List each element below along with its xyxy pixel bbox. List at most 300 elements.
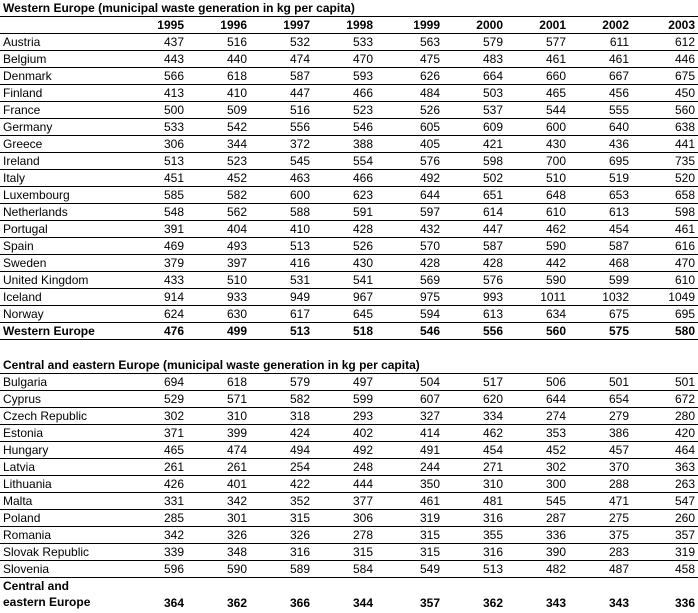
table-cell: 549 [419,562,440,576]
table-cell: 468 [608,256,629,270]
table-cell: 563 [419,35,440,49]
table-cell: 513 [163,154,184,168]
table-cell: 271 [482,460,503,474]
table-cell: 529 [163,392,184,406]
table-cell: 735 [674,154,695,168]
table-cell: 386 [608,426,629,440]
table-row [0,544,698,561]
table-cell: 491 [419,443,440,457]
table-cell: 492 [352,443,373,457]
country-name: Germany [3,120,53,134]
country-name: Latvia [3,460,36,474]
table-cell: 630 [226,307,247,321]
table-cell: 562 [226,205,247,219]
table-cell: 523 [226,154,247,168]
table-cell: 584 [352,562,373,576]
table-cell: 465 [163,443,184,457]
table-cell: 547 [674,494,695,508]
table-cell: 546 [352,120,373,134]
year-header-row [0,17,698,34]
table-cell: 675 [608,307,629,321]
year-header: 1997 [283,18,310,32]
table-cell: 519 [608,171,629,185]
table-cell: 363 [674,460,695,474]
total-label-line2: eastern Europe [3,595,91,609]
total-label: Western Europe [3,324,95,338]
table-cell: 315 [419,528,440,542]
table-cell: 440 [226,52,247,66]
table-cell: 454 [608,222,629,236]
table-cell: 577 [545,35,566,49]
table-cell: 331 [163,494,184,508]
country-name: Greece [3,137,43,151]
table-cell: 416 [289,256,310,270]
table-cell: 465 [545,86,566,100]
table-cell: 462 [482,426,503,440]
table-cell: 436 [608,137,629,151]
year-header: 1995 [157,18,184,32]
table-cell: 405 [419,137,440,151]
table-cell: 318 [289,409,310,423]
table-row [0,306,698,323]
table-cell: 675 [674,69,695,83]
table-cell: 342 [226,494,247,508]
table-cell: 1011 [540,290,566,304]
table-cell: 301 [226,511,247,525]
table-cell: 600 [545,120,566,134]
table-cell: 315 [289,511,310,525]
table-cell: 428 [352,222,373,236]
table-cell: 413 [163,86,184,100]
table-cell: 1032 [602,290,629,304]
table-cell: 502 [482,171,503,185]
table-cell: 638 [674,120,695,134]
table-row [0,493,698,510]
table-cell: 654 [608,392,629,406]
table-cell: 518 [352,324,373,338]
table-cell: 545 [289,154,310,168]
table-cell: 344 [226,137,247,151]
table-cell: 343 [545,596,566,610]
table-cell: 587 [289,69,310,83]
table-row [0,527,698,544]
table-cell: 463 [289,171,310,185]
table-cell: 493 [226,239,247,253]
table-cell: 397 [226,256,247,270]
table-cell: 695 [674,307,695,321]
table-cell: 517 [482,375,503,389]
table-cell: 555 [608,103,629,117]
table-cell: 370 [608,460,629,474]
table-cell: 350 [419,477,440,491]
table-cell: 410 [226,86,247,100]
table-cell: 695 [608,154,629,168]
table-cell: 510 [226,273,247,287]
table-cell: 614 [482,205,503,219]
table-cell: 461 [545,52,566,66]
country-name: Norway [3,307,44,321]
western-title: Western Europe (municipal waste generation in kg per capita) [3,1,355,15]
table-cell: 339 [163,545,184,559]
table-cell: 500 [163,103,184,117]
table-cell: 442 [545,256,566,270]
table-cell: 410 [289,222,310,236]
section-spacer [0,340,698,357]
country-name: Czech Republic [3,409,88,423]
table-cell: 484 [419,86,440,100]
table-cell: 424 [289,426,310,440]
country-name: Slovak Republic [3,545,90,559]
table-cell: 949 [289,290,310,304]
table-cell: 420 [674,426,695,440]
country-name: Slovenia [3,562,50,576]
table-cell: 287 [545,511,566,525]
country-name: Denmark [3,69,52,83]
table-cell: 461 [674,222,695,236]
table-cell: 569 [419,273,440,287]
table-cell: 462 [545,222,566,236]
table-cell: 580 [674,324,695,338]
table-cell: 618 [226,375,247,389]
year-header: 1996 [220,18,247,32]
table-cell: 506 [545,375,566,389]
table-cell: 388 [352,137,373,151]
table-cell: 609 [482,120,503,134]
table-cell: 587 [608,239,629,253]
table-cell: 288 [608,477,629,491]
table-cell: 610 [545,205,566,219]
central-title-row [0,357,698,374]
table-cell: 613 [482,307,503,321]
table-cell: 612 [674,35,695,49]
table-cell: 545 [545,494,566,508]
country-name: Spain [3,239,34,253]
country-name: Cyprus [3,392,42,406]
total-label [3,578,90,612]
table-cell: 399 [226,426,247,440]
table-row [0,102,698,119]
year-header: 1999 [413,18,440,32]
table-cell: 582 [289,392,310,406]
table-cell: 248 [352,460,373,474]
table-cell: 447 [482,222,503,236]
table-cell: 458 [674,562,695,576]
country-name: France [3,103,41,117]
table-cell: 566 [163,69,184,83]
table-cell: 1049 [668,290,695,304]
table-row [0,153,698,170]
table-cell: 474 [226,443,247,457]
table-cell: 571 [226,392,247,406]
table-cell: 261 [226,460,247,474]
table-cell: 526 [352,239,373,253]
table-cell: 377 [352,494,373,508]
table-cell: 426 [163,477,184,491]
table-cell: 598 [674,205,695,219]
table-row [0,561,698,578]
table-cell: 589 [289,562,310,576]
table-cell: 469 [163,239,184,253]
table-cell: 446 [674,52,695,66]
table-cell: 466 [352,171,373,185]
country-name: United Kingdom [3,273,89,287]
table-cell: 640 [608,120,629,134]
table-cell: 497 [352,375,373,389]
table-cell: 244 [419,460,440,474]
table-cell: 432 [419,222,440,236]
table-cell: 600 [289,188,310,202]
table-cell: 428 [482,256,503,270]
table-row [0,289,698,306]
table-cell: 645 [352,307,373,321]
table-cell: 576 [419,154,440,168]
table-cell: 648 [545,188,566,202]
table-cell: 516 [226,35,247,49]
table-cell: 526 [419,103,440,117]
table-cell: 471 [608,494,629,508]
table-row [0,510,698,527]
table-cell: 275 [608,511,629,525]
country-name: Lithuania [3,477,52,491]
table-cell: 475 [419,52,440,66]
table-cell: 306 [163,137,184,151]
table-row [0,51,698,68]
country-name: Malta [3,494,33,508]
table-cell: 443 [163,52,184,66]
table-cell: 441 [674,137,695,151]
table-cell: 327 [419,409,440,423]
country-name: Austria [3,35,41,49]
table-cell: 315 [419,545,440,559]
table-row [0,221,698,238]
table-cell: 254 [289,460,310,474]
table-cell: 513 [289,324,310,338]
table-cell: 474 [289,52,310,66]
table-cell: 513 [289,239,310,253]
table-cell: 444 [352,477,373,491]
table-cell: 537 [482,103,503,117]
table-cell: 548 [163,205,184,219]
table-cell: 326 [289,528,310,542]
table-cell: 336 [674,596,695,610]
table-cell: 651 [482,188,503,202]
table-cell: 487 [608,562,629,576]
table-cell: 658 [674,188,695,202]
table-cell: 560 [545,324,566,338]
table-cell: 618 [226,69,247,83]
table-cell: 450 [674,86,695,100]
table-cell: 599 [608,273,629,287]
table-cell: 428 [419,256,440,270]
table-cell: 554 [352,154,373,168]
table-cell: 481 [482,494,503,508]
table-cell: 451 [163,171,184,185]
table-cell: 452 [545,443,566,457]
western-total-row [0,323,698,340]
table-cell: 660 [545,69,566,83]
table-cell: 503 [482,86,503,100]
table-cell: 316 [482,545,503,559]
table-cell: 590 [545,273,566,287]
table-cell: 353 [545,426,566,440]
table-cell: 302 [163,409,184,423]
table-cell: 344 [352,596,373,610]
table-cell: 626 [419,69,440,83]
table-cell: 541 [352,273,373,287]
table-cell: 285 [163,511,184,525]
country-name: Sweden [3,256,47,270]
table-cell: 513 [482,562,503,576]
table-cell: 993 [482,290,503,304]
country-name: Belgium [3,52,47,66]
table-cell: 644 [419,188,440,202]
table-cell: 422 [289,477,310,491]
table-cell: 482 [545,562,566,576]
table-cell: 404 [226,222,247,236]
table-cell: 456 [608,86,629,100]
table-cell: 263 [674,477,695,491]
table-cell: 326 [226,528,247,542]
country-name: Ireland [3,154,40,168]
table-cell: 492 [419,171,440,185]
table-cell: 596 [163,562,184,576]
table-cell: 364 [163,596,184,610]
table-cell: 316 [289,545,310,559]
table-cell: 546 [419,324,440,338]
table-row [0,34,698,51]
table-cell: 357 [419,596,440,610]
table-cell: 597 [419,205,440,219]
table-cell: 975 [419,290,440,304]
table-cell: 470 [352,52,373,66]
table-cell: 570 [419,239,440,253]
table-cell: 336 [545,528,566,542]
table-cell: 501 [608,375,629,389]
table-row [0,425,698,442]
table-cell: 342 [163,528,184,542]
table-cell: 933 [226,290,247,304]
table-cell: 556 [289,120,310,134]
table-row [0,238,698,255]
table-cell: 664 [482,69,503,83]
country-name: Bulgaria [3,375,48,389]
table-cell: 452 [226,171,247,185]
table-cell: 593 [352,69,373,83]
table-cell: 967 [352,290,373,304]
table-cell: 914 [163,290,184,304]
country-name: Portugal [3,222,48,236]
table-cell: 402 [352,426,373,440]
table-cell: 617 [289,307,310,321]
table-cell: 454 [482,443,503,457]
table-cell: 509 [226,103,247,117]
table-cell: 591 [352,205,373,219]
table-cell: 556 [482,324,503,338]
table-cell: 544 [545,103,566,117]
table-cell: 334 [482,409,503,423]
table-cell: 261 [163,460,184,474]
table-cell: 300 [545,477,566,491]
country-name: Hungary [3,443,49,457]
table-cell: 437 [163,35,184,49]
table-cell: 457 [608,443,629,457]
table-cell: 531 [289,273,310,287]
table-cell: 274 [545,409,566,423]
year-header: 2003 [668,18,695,32]
table-cell: 447 [289,86,310,100]
table-cell: 348 [226,545,247,559]
table-row [0,119,698,136]
table-cell: 430 [545,137,566,151]
table-cell: 310 [226,409,247,423]
central-title: Central and eastern Europe (municipal waste generation in kg per capita) [3,358,420,372]
table-row [0,85,698,102]
table-row [0,136,698,153]
table-cell: 504 [419,375,440,389]
table-cell: 605 [419,120,440,134]
table-cell: 483 [482,52,503,66]
table-cell: 293 [352,409,373,423]
table-cell: 430 [352,256,373,270]
table-cell: 516 [289,103,310,117]
table-cell: 476 [163,324,184,338]
table-cell: 315 [352,545,373,559]
table-cell: 501 [674,375,695,389]
table-row [0,374,698,391]
table-cell: 599 [352,392,373,406]
year-header: 1998 [346,18,373,32]
table-cell: 461 [608,52,629,66]
table-cell: 357 [674,528,695,542]
table-row [0,442,698,459]
table-cell: 613 [608,205,629,219]
table-cell: 575 [608,324,629,338]
table-cell: 379 [163,256,184,270]
table-cell: 362 [482,596,503,610]
country-name: Poland [3,511,41,525]
table-cell: 579 [289,375,310,389]
table-cell: 283 [608,545,629,559]
table-cell: 533 [163,120,184,134]
table-row [0,187,698,204]
table-cell: 694 [163,375,184,389]
table-cell: 279 [608,409,629,423]
table-row [0,68,698,85]
table-cell: 582 [226,188,247,202]
table-cell: 576 [482,273,503,287]
table-cell: 667 [608,69,629,83]
table-cell: 391 [163,222,184,236]
table-cell: 653 [608,188,629,202]
table-cell: 611 [609,35,629,49]
table-cell: 414 [419,426,440,440]
year-header: 2000 [476,18,503,32]
table-cell: 319 [674,545,695,559]
total-label-line1: Central and [3,579,70,593]
table-cell: 433 [163,273,184,287]
table-cell: 352 [289,494,310,508]
table-cell: 461 [419,494,440,508]
table-cell: 375 [608,528,629,542]
table-cell: 494 [289,443,310,457]
table-cell: 620 [482,392,503,406]
country-name: Estonia [3,426,44,440]
table-row [0,459,698,476]
table-cell: 644 [545,392,566,406]
table-cell: 672 [674,392,695,406]
table-cell: 585 [163,188,184,202]
table-cell: 533 [352,35,373,49]
